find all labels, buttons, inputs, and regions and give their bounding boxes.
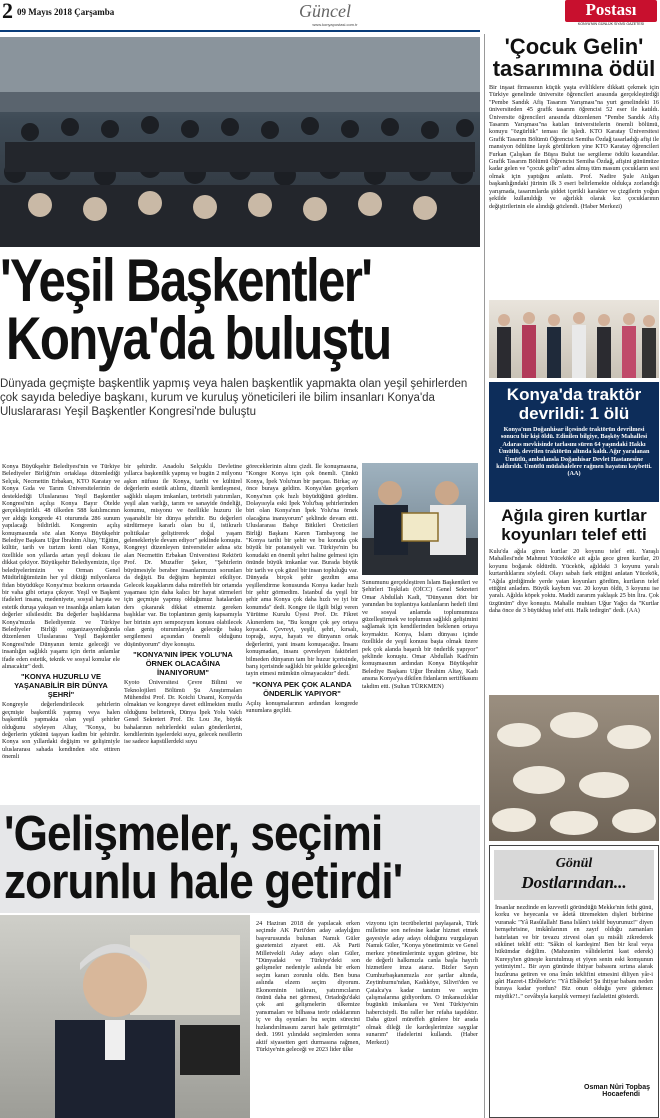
story2-text: Konya'nın Doğanhisar ilçesinde traktörün devrilmesi sonucu bir kişi öldü. Edinilen bilgiye, Başköy Mahallesi Adaras mevkisinde tarlasını süren 64 yaşındaki Hakkı Ümütlü, devrilen traktörün altında kaldı. Ağır yaralanan Ümütlü, ambulansla Doğanhisar Devlet Hastanesine kaldırıldı. Ümütlü müdahalelere rağmen hayatını kaybetti. (AA) [496,426,652,478]
main-col-3 [246,463,358,797]
conference-photo [0,37,480,247]
logo-tagline: KONYA'NIN GÜNLÜK SİYASİ GAZETESİ [577,22,645,26]
second-headline-line1: 'Gelişmeler, seçimi [4,807,383,861]
main-subhead-2: "KONYA'NIN İPEK YOLU'NA ÖRNEK OLACAĞINA İNANIYORUM" [133,650,233,678]
page-date: 09 Mayıs 2018 Çarşamba [17,7,115,17]
second-col2-text: vizyonu için tecrübelerini paylaşarak, Türk milletine son nefesine kadar hizmet etmek gayesiyle aday adayı olduğunu vurgulayan Namık Güler, "Konya yönetimimiz ve Genel merkez yönetimlerimiz uygun görürse, biz de değerli halkımızla canla başla hayırlı hizmetlere imza atarız. Bizler Sayın Cumhurbaşkanımızla zor şartlar altında, Zeytinburnu'ndan, Kadıköye, Silivri'den ve Çatalca'ya kadar tanıtım ve seçim çalışmalarına gidiyordum. O imkansızlıklar bugünkü imkanlara ve Yeni Türkiye'nin habercisiydi. Bu raller her refaha taşıdıktır. Daha güzel müreffeh günlere bir arada olmak dileği ile kardeşlerimize saygılar sunarım" ifadelerini kullandı. (Haber Merkezi) [366,920,478,1046]
main-col2b-text: Kyoto Üniversitesi Çevre Bilimi ve Teknolojileri Bölümü Şu Araştırmaları Mühendisi Prof. Dr. Koichi Unami, Konya'da olmaktan ve kongreye davet edilmekten mutlu olduğunu belirterek, Dünya İpek Yolu Vakfı Genel Sekreteri Prof. Dr. Lou Jie, büyük bahalarının nehirlerdeki sulan gönderilerini, kendilerinin işşelerdeki suyu, gelecek nesillerin ise sadece kapsüllerdeki suyu [124,679,242,746]
column-header [494,850,654,900]
main-col4-text: Sunumunu gerçekleştiren İslam Başkentleri ve Şehirleri Teşkilatı (OİCC) Genel Sekreteri Omar Abdullah Kadi, "Dünyanın dört bir yanından bu toplantıya katılanların hedefi ilmi ve sosyal anlamda toplumumuza güzelleştirmek ve toplumun sağlıklı gelişimini sağlamak için kendilerinden beklenen ortaya koymaktır. Konya, İslam dünyası içinde özellikle de yeşil konusu başta olmak üzere pek çok alanda başarılı bir önderlik yapıyor" şeklinde konuştu. Omar Abdullah Kadi'nin konuşmasının ardından Konya Büyükşehir Belediye Başkanı Uğur İbrahim Altay, Kadı ansına Konya'ya dikilen fidanların sertifikasını takdim etti. (Sultan TÜRKMEN) [362,579,478,690]
second-col1-text: 24 Haziran 2018 de yapılacak erken seçimde AK Parti'den aday adaylığını başvurusunda bulunan Namık Güler gazetemizi ziyaret etti. Ak Parti Milletvekili Aday adayı olan Güler, "Dünyadaki ve Türkiye'deki son gelişmeler nedeniyle aslında bir erken seçim kararı zorunlu oldu. Ben buna aslında elzem seçim diyorum. Ekonominin istikrarı, yatırımcıların önünü daha net görmesi, Ortadoğu'daki çok ani gelişmelerin ülkemize yansımaları ve bilhassa terör odaklarının iç ve dış oyunları bu seçim sürecini hızlandırılmasını zaruri hale getirmiştir" dedi. 1991 yılındaki seçimlerden sonra aktif siyasetten geri durmasına rağmen, Türkiye'nin geleceği ve 2023 lider ülke [256,920,360,1053]
second-col-1 [256,920,360,1118]
page-header [0,0,660,30]
main-col-4 [362,579,478,797]
column-author: Osman Nûri Topbaş [584,1084,650,1091]
second-headline [4,807,480,909]
main-col-1 [2,463,120,797]
page-number: 2 [2,0,13,23]
column-title-line2: Dostlarından... [521,873,627,892]
main-col1b-text: Kongreyle değerlendirilecek şehirlerin geçmişte başkentlik yapmış veya halen başkentlik yapmakta olan yeşil şehirler olduğunu söyleyen Altay, "Konya, bu değerlerin yükünü taşıyan kadim bir şehirdir. Konya son yıllardaki değişim ve gelişimiyle uluslararası sahada kendinden söz ettiren önemli [2,701,120,761]
logo [565,0,657,22]
sheep-photo [489,695,659,841]
main-col2-text: bir şehirdir. Anadolu Selçuklu Devletine yıllarca başkentlik yapmış ve bugün 2 milyonu aşkın nüfusu ile Konya, tarihi ve kültürel değerlerin estetik atılımı, düzenli kentleşmesi, sağlıklı ulaşım imkanları, teröristli yatırımları, yeşil alan varlığı, tarım ve sanayide öndeliği, konumu, misyonu ve özellikle huzuru ile yaşanabilir bir dünya şehridir. Bu değerleri sürdürmeye kararlı olan bu il, istikrarlı politikalar geliştirerek doğal yaşam gelenekleriyle devam ediyor" şeklinde konuştu. Kongreyi düzenleyen üniversiteler adına söz alan Necmettin Erbakan Üniversitesi Rektörü Prof. Dr. Muzaffer Şeker, "Şehirlerin büyümesiyle beraber insanlarımızın sorunları da değişti. Bu değişim hepimizi etkiliyor. Gelecek kuşaklarım daha müreffeh bir ortamda yaşaması için daha kalıcı bir hayat sürmeleri için geçmişte yapmış olduğumuz hatalardan ders çıkararak dikkat etmemiz gereken başlıklar var. Bu toplantının geniş kapsamıyla her birinin ayrı sempozyum konusu olabilecek olan geniş oturumlarıyla geleceğe bakış sergilemesi açısından önemli olduğunu düşünüyorum" diye konuştu. [124,463,242,648]
main-subhead-1: "KONYA HUZURLU VE YAŞANABİLİR BİR DÜNYA ŞEHRİ" [14,672,108,700]
logo-text: Postası [585,0,637,19]
second-col-2 [366,920,478,1118]
certificate-illustration [362,463,478,575]
story3-title-line1: Ağıla giren kurtlar [501,506,647,525]
main-headline [0,247,480,372]
main-col3-text: göreceklerinin altını çizdi. İle konuşmasına, "Kongre Konya için çok önemli. Çünkü Konya, İpek Yolu'nun bir parçası. Birkaç ay önce buraya geldim. Konya'dan geçerken Konya'nın çok hızlı büyüdüğünü gördüm. Dolayısıyla eski İpek Yolu'baş şehirlerinden biri olan Konya'nın İpek Yolu'na örnek olacağına inanıyorum" şeklinde devam etti. Uluslararası Bahçe Bitkileri Üreticileri Birliği Başkanı Karen Tambayong ise "Konya tarihi bir şehir ve bu konuda çok büyük bir potansiyeli var. Türkiye'nin bu konudaki en önemli şehri haline gelmesi için önünde büyük imkanlar var. Burada büyük bir tarih ve çok güzel bir insan topluluğu var. Dünyada birçok şehir gezdim ama yeşillendirme konusunda Konya kadar hızlı bir şehir görmedim. İstanbul da yeşil bir şehir ama Konya çok daha hızlı ve iyi bir konumda" dedi. Kongre ile ilgili bilgi veren Yürütme Kurulu Üyesi Prof. Dr. Fikret Akınerdem ise, "Bu kongre çok şey ortaya koyacak. Çevreyi, yeşili, şehri, kırsalı, toprağı, suyu, hayatı ve dünyanın ortak değerlerini, yani insanı konuşacağız. İnsanı konuşmadan, insanı çevreleyen faktörleri bilmeden dünyanın tam bir huzur içerisinde, barış içerisinde sağlıklı bir şekilde geleceğini tayin etmesi mümkün olmayacaktır" dedi. [246,463,358,678]
section-title: Güncel [299,1,351,21]
header-rule [0,30,480,32]
story3-title-line2: koyunları telef etti [501,525,647,544]
story1-title-line1: 'Çocuk Gelin' [504,34,644,59]
story1-title-line2: tasarımına ödül [492,56,656,81]
sidebar-story-2 [489,382,659,502]
story1-text: Bir inşaat firmasının küçük yaşta evliliklere dikkati çekmek için Türkiye genelinde üniversite öğrencileri arasında gerçekleştirdiği "Pembe Sandık Afiş Tasarım Yarışması"na yurt genelindeki 16 üniversiteden 45 grafik tasarım öğrencisi 52 eser ile katıldı. Üniversite öğrencileri arasında düzenlenen "Pembe Sandık Afiş Tasarım Yarışması"na katılan üniversitelerin önemli bölümü, konuyu "özgürlük" teması ile işledi. KTO Karatay Üniversitesi Grafik Tasarım Bölümü Öğrencisi Semiha Özdağ tasarladığı afişi ile mansiyon ödülüne layık görülürken yine KTO Karatay öğrencileri Furkan Çalışkan ile Büşra Bulut ise sergileme ödülü kazandılar. Grafik Tasarım Bölümü Öğrencisi Semiha Özdağ, afişini günümüze kadar gelen ve "çocuk gelin" adını almış tüm masum çocukların sesi olmak için yaptığını anlattı. Prof. Nadire Şule Atılgan başkanlığındaki jürinin ilk 3 eseri belirlemekte oldukça zorlandığı yarışmada, tasarımlarda şiddet içerikli karakter ve çizgilerin yoğun şekilde kullanıldığı ve ağırlıklı olarak kız çocuklarının değiştirilerinin ele alındığı gözlendi. (Haber Merkezi) [489,84,659,210]
certificate-photo [362,463,478,575]
sidebar-story-1 [489,36,659,296]
story2-title-line2: devrildi: 1 ölü [518,404,630,423]
main-col3b-text: Açılış konuşmalarının ardından kongrede sunumlara geçildi. [246,699,358,715]
website-label: www.konyapostasi.com.tr [312,22,358,27]
conference-crowd-illustration [0,37,480,247]
guler-photo [0,915,250,1118]
award-group-illustration [489,300,659,378]
sidebar-story-3 [489,506,659,615]
main-col1-text: Konya Büyükşehir Belediyesi'nin ve Türkiye Belediyeler Birliği'nin ortaklaşa düzenlediği Selçuk, Necmettin Erbakan, KTO Karatay ve Konya Gıda ve Tarım Üniversitelerinin de desteklediği Uluslararası Yeşil Başkentler Kongresi'nin açılışı Konya Bayır Ötelde gerçekleştirildi. 48 ülkeden 588 katılımcının yer aldığı kongrede 41 oturumda 286 sunum yapılacağı bildirildi. Kongrenin açılış konuşmasında söz alan Konya Büyükşehir Belediye Başkanı Uğur İbrahim Altay, "Eğitim, kültür, tarih ve turizm kenti olan Konya, özellikle son yıllarda artan yeşil dokusu ile dikkat çekiyor. Büyükşehir Belediyemizin, ilçe belediyelerimizin ve Orman Genel Müdürlüğümüzün her yıl diktiği milyonlarca fidan büyüdükçe Konya'mız bozkırın ortasında bir vaha gibi ortaya çıkıyor. Yeşil ve Başkent ifadeleri insana, medeniyete, sosyal hayata ve estetik duruşa yakışan ve insanlığa anlam katan değerler silsilesidir. Bu değerler başlıklarına Konya'mızda Belediyemiz ve Türkiye Belediyeler Birliği organizasyonluğunda düzenlenen Uluslararası Yeşil Başkentler Kongresi'nde Dünyanın temiz geleceği ve insanlığın sağlıklı yaşamı için derin anlamlar ifade eden estetik, teknik ve sosyal konular ele alınacaktır" dedi. [2,463,120,670]
main-subhead-3: "KONYA PEK ÇOK ALANDA ÖNDERLİK YAPIYOR" [252,679,352,698]
sheep-illustration [489,695,659,841]
main-deck: Dünyada geçmişte başkentlik yapmış veya halen başkentlik yapmakta olan yeşil şehirlerden çok sayıda belediye başkanı, kurum ve kuruluş yöneticileri ile bilim insanları Konya'da Uluslararası Yeşil Başkentler Kongresi'nde buluştu [0,378,468,418]
column-text: İnsanlar nezdinde en kuvvetli göründüğü Mekke'nin fethi günü, korku ve heyecanla ve âdetâ titremekten dişleri birbirine vuranak: "Yâ Rasûlallah! Bana İslâm'ı teklif buyurunuz!" diyen hemşehrisine, imkânlarının en zayıf olduğu zamanları hatırlatan ve bir tevazu zirvesi olan şu misâli zikrederek sükûnet teklif etti: "Sâkin ol kardeşim! Ben bir kral veya hükümdar değilim. (Mahzenim vâlidelerini kast ederek) Kureyş'ten güneşte kurutulmuş et yiyen senin eski komşunun yetimiyim!.. Bir ayın gününde ihtiyar babasını sırtına alarak huzûruna getiren ve ona îmân teklifini etmesini diliyen yâr-i gâri Hazret-i Ebûbekir'e: "Yâ Ebâbekr! Şu ihtiyar babanı neden buraya kadar yordun? Biz onun olduğu yere gidemez miydik?!.." cevâbıyla karşılık vermeyi fazlaletini gösterdi. [495,904,653,1000]
column-title-line1: Gönül [555,856,593,871]
guler-portrait-illustration [0,915,250,1118]
sidebar-divider [484,34,485,1118]
second-headline-line2: zorunlu hale getirdi' [4,855,403,909]
sidebar-column [489,845,659,1118]
main-col-2 [124,463,242,797]
story3-text: Kulu'da ağıla giren kurtlar 20 koyunu telef etti. Yaraşlı Mahallesi'nde Mahmut Yücekök'e ait ağıla gece giren kurtlar, 20 koyunu boğarak öldürdü. Yücekök, ağıldaki 3 koyunu yaralı kurtardıklarını söyledi. Olayı sabah fark ettiğini anlatan Yücekök, "Ağıla girdiğimde yerde yatan koyunları gördüm, kurtların telef ettiğini anladım. Büyük kaybım var. 20 koyun öldü, 3 koyunu ise yaralı. Ağılda köpek yoktu. Maddi zararım yaklaşık 25 bin lira. Çok üzgünüm" diye konuştu. Mahalle muhtarı Uğur Yağcı da "Kurtlar daha önce de 3 büyükbaş telef etti. Halk tedirgin" dedi. (AA) [489,548,659,615]
column-author-title: Hocaefendi [602,1091,640,1098]
main-headline-line2: Konya'da buluştu [6,305,391,372]
story2-title-line1: Konya'da traktör [506,385,642,404]
main-headline-line1: 'Yeşil Başkentler' [0,247,372,314]
award-photo [489,300,659,378]
